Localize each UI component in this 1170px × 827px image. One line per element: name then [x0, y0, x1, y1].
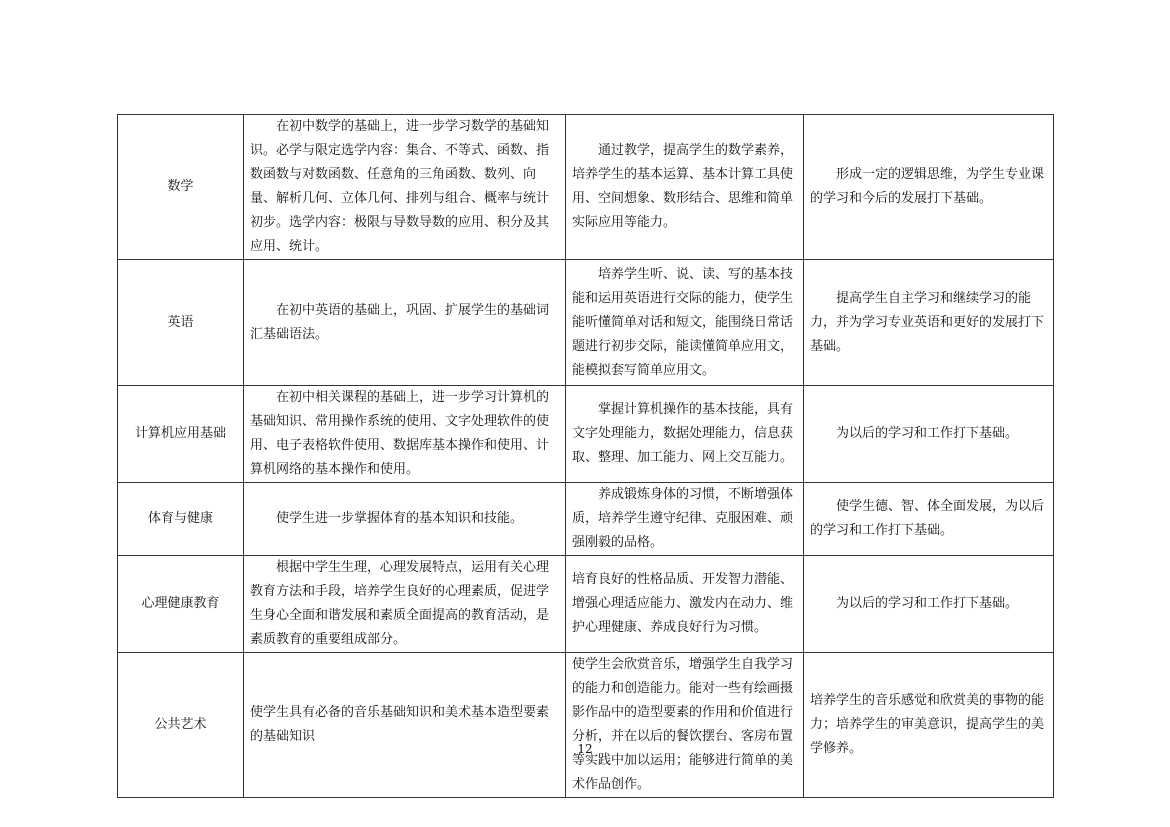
content-cell: 在初中英语的基础上，巩固、扩展学生的基础词汇基础语法。 — [244, 260, 566, 386]
content-cell: 使学生具有必备的音乐基础知识和美术基本造型要素的基础知识 — [244, 653, 566, 798]
ability-cell: 培养学生听、说、读、写的基本技能和运用英语进行交际的能力，使学生能听懂简单对话和短文，能围绕日常话题进行初步交际，能读懂简单应用文，能模拟套写简单应用文。 — [566, 260, 804, 386]
ability-cell: 培育良好的性格品质、开发智力潜能、增强心理适应能力、激发内在动力、维护心理健康、养成良好行为习惯。 — [566, 556, 804, 653]
subject-cell: 计算机应用基础 — [118, 386, 244, 483]
content-cell: 在初中数学的基础上，进一步学习数学的基础知识。必学与限定选学内容：集合、不等式、函数、指数函数与对数函数、任意角的三角函数、数列、向量、解析几何、立体几何、排列与组合、概率与统计初步。选学内容：极限与导数导数的应用、积分及其应用、统计。 — [244, 115, 566, 260]
ability-cell: 掌握计算机操作的基本技能，具有文字处理能力，数据处理能力，信息获取、整理、加工能力、网上交互能力。 — [566, 386, 804, 483]
table-row — [118, 556, 1054, 653]
subject-cell: 体育与健康 — [118, 483, 244, 556]
table-row — [118, 483, 1054, 556]
subject-cell: 公共艺术 — [118, 653, 244, 798]
goal-cell: 为以后的学习和工作打下基础。 — [804, 386, 1054, 483]
ability-cell: 通过教学，提高学生的数学素养，培养学生的基本运算、基本计算工具使用、空间想象、数形结合、思维和简单实际应用等能力。 — [566, 115, 804, 260]
page-number: 12 — [577, 742, 593, 756]
content-cell: 使学生进一步掌握体育的基本知识和技能。 — [244, 483, 566, 556]
content-cell: 在初中相关课程的基础上，进一步学习计算机的基础知识、常用操作系统的使用、文字处理软件的使用、电子表格软件使用、数据库基本操作和使用、计算机网络的基本操作和使用。 — [244, 386, 566, 483]
goal-cell: 形成一定的逻辑思维，为学生专业课的学习和今后的发展打下基础。 — [804, 115, 1054, 260]
table-row — [118, 386, 1054, 483]
curriculum-table — [117, 114, 1054, 798]
ability-cell: 养成锻炼身体的习惯，不断增强体质，培养学生遵守纪律、克服困难、顽强刚毅的品格。 — [566, 483, 804, 556]
ability-cell: 使学生会欣赏音乐，增强学生自我学习的能力和创造能力。能对一些有绘画摄影作品中的造型要素的作用和价值进行分析，并在以后的餐饮摆台、客房布置等实践中加以运用；能够进行简单的美术作品创作。 — [566, 653, 804, 798]
goal-cell: 提高学生自主学习和继续学习的能力，并为学习专业英语和更好的发展打下基础。 — [804, 260, 1054, 386]
goal-cell: 为以后的学习和工作打下基础。 — [804, 556, 1054, 653]
table-row — [118, 653, 1054, 798]
goal-cell: 使学生德、智、体全面发展，为以后的学习和工作打下基础。 — [804, 483, 1054, 556]
table-row — [118, 115, 1054, 260]
subject-cell: 心理健康教育 — [118, 556, 244, 653]
table-row — [118, 260, 1054, 386]
goal-cell: 培养学生的音乐感觉和欣赏美的事物的能力；培养学生的审美意识，提高学生的美学修养。 — [804, 653, 1054, 798]
subject-cell: 数学 — [118, 115, 244, 260]
subject-cell: 英语 — [118, 260, 244, 386]
content-cell: 根据中学生生理，心理发展特点，运用有关心理教育方法和手段，培养学生良好的心理素质，促进学生身心全面和谐发展和素质全面提高的教育活动，是素质教育的重要组成部分。 — [244, 556, 566, 653]
